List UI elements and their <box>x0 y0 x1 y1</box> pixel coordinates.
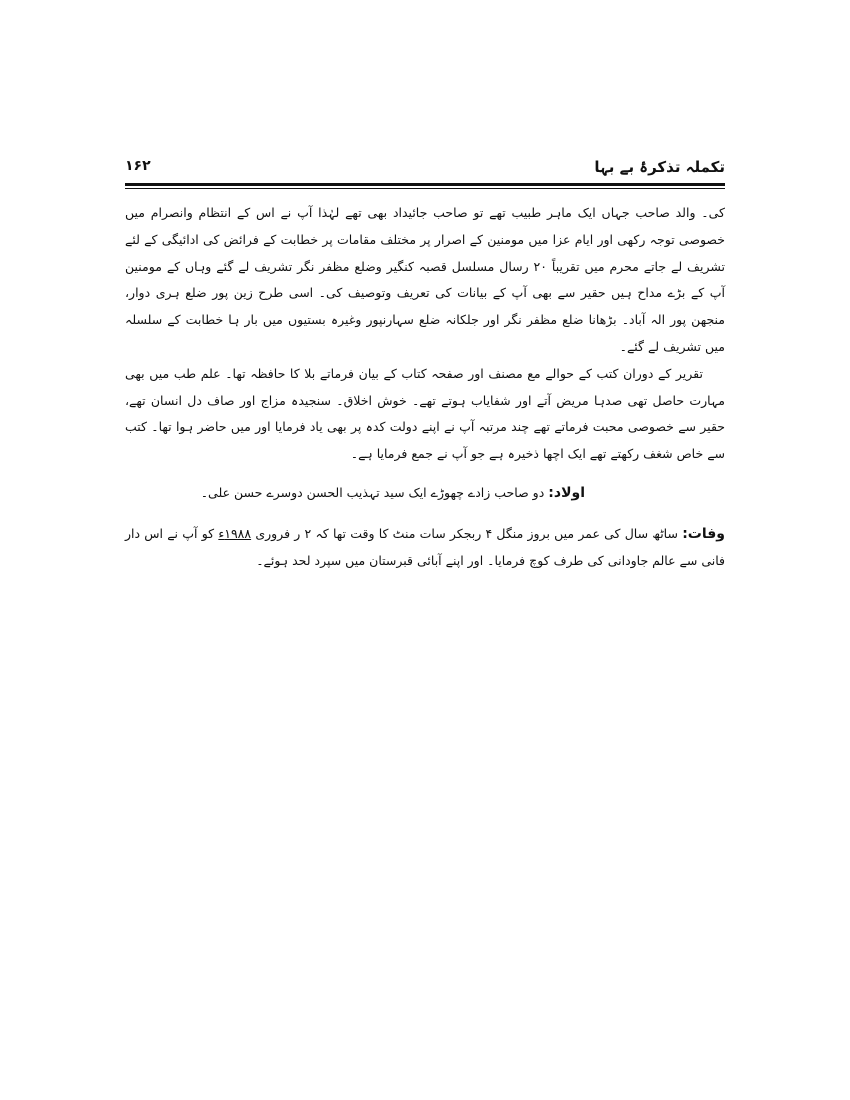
offspring-label: اولاد: <box>548 484 585 501</box>
death-label: وفات: <box>682 525 725 542</box>
page-header <box>125 158 725 180</box>
death-year: ۱۹۸۸ء <box>218 525 252 541</box>
paragraph-death <box>125 521 725 575</box>
running-title: تکملہ تذکرۂ بے بہا <box>594 158 725 176</box>
header-rule-thin <box>125 188 725 189</box>
page-number: ۱۶۲ <box>125 158 151 174</box>
paragraph-career: کی۔ والد صاحب جہاں ایک ماہر طبیب تھے تو صاحب جائیداد بھی تھے لہٰذا آپ نے اس کے انتظام وانصرام میں خصوصی توجہ رکھی اور ایام عزا میں مومنین کے اصرار پر مختلف مقامات پر خطابت کے فرائض کی ادائیگی کے لئے تشریف لے جاتے محرم میں تقریباً ۲۰ رسال مسلسل قصبہ کنگیر وضلع مظفر نگر تشریف لے گئے وہاں کے مومنین آپ کے بڑے مداح ہیں حقیر سے بھی آپ کے بیانات کی تعریف وتوصیف کی۔ اسی طرح زین پور ضلع ہری دوار، منجھن پور الہ آباد۔ بڑھانا ضلع مظفر نگر اور جلکانہ ضلع سہارنپور وغیرہ بستیوں میں بار ہا خطابت کے سلسلہ میں تشریف لے گئے۔ <box>125 205 725 354</box>
header-rule-thick <box>125 183 725 186</box>
death-text-end: کو آپ نے اس دار فانی سے عالم جاودانی کی طرف کوچ فرمایا۔ اور اپنے آبائی قبرستان میں سپرد لحد ہوئے۔ <box>125 525 725 568</box>
body-text <box>125 200 725 574</box>
paragraph-offspring <box>125 480 725 507</box>
death-text-start: ساٹھ سال کی عمر میں بروز منگل ۴ ربجکر سات منٹ کا وقت تھا کہ ۲ ر فروری <box>255 525 678 541</box>
paragraph-character: تقریر کے دوران کتب کے حوالے مع مصنف اور صفحہ کتاب کے بیان فرماتے بلا کا حافظہ تھا۔ علم طب میں بھی مہارت حاصل تھی صدہا مریض آتے اور شفایاب ہوتے تھے۔ خوش اخلاق۔ سنجیدہ مزاج اور صاف دل انسان تھے، حقیر سے خصوصی محبت فرماتے تھے چند مرتبہ آپ نے اپنے دولت کدہ پر بھی یاد فرمایا اور میں حاضر ہوا تھا۔ کتب سے خاص شغف رکھتے تھے ایک اچھا ذخیرہ ہے جو آپ نے جمع فرمایا ہے۔ <box>125 365 725 462</box>
offspring-text: دو صاحب زادے چھوڑے ایک سید تہذیب الحسن دوسرے حسن علی۔ <box>200 484 545 500</box>
